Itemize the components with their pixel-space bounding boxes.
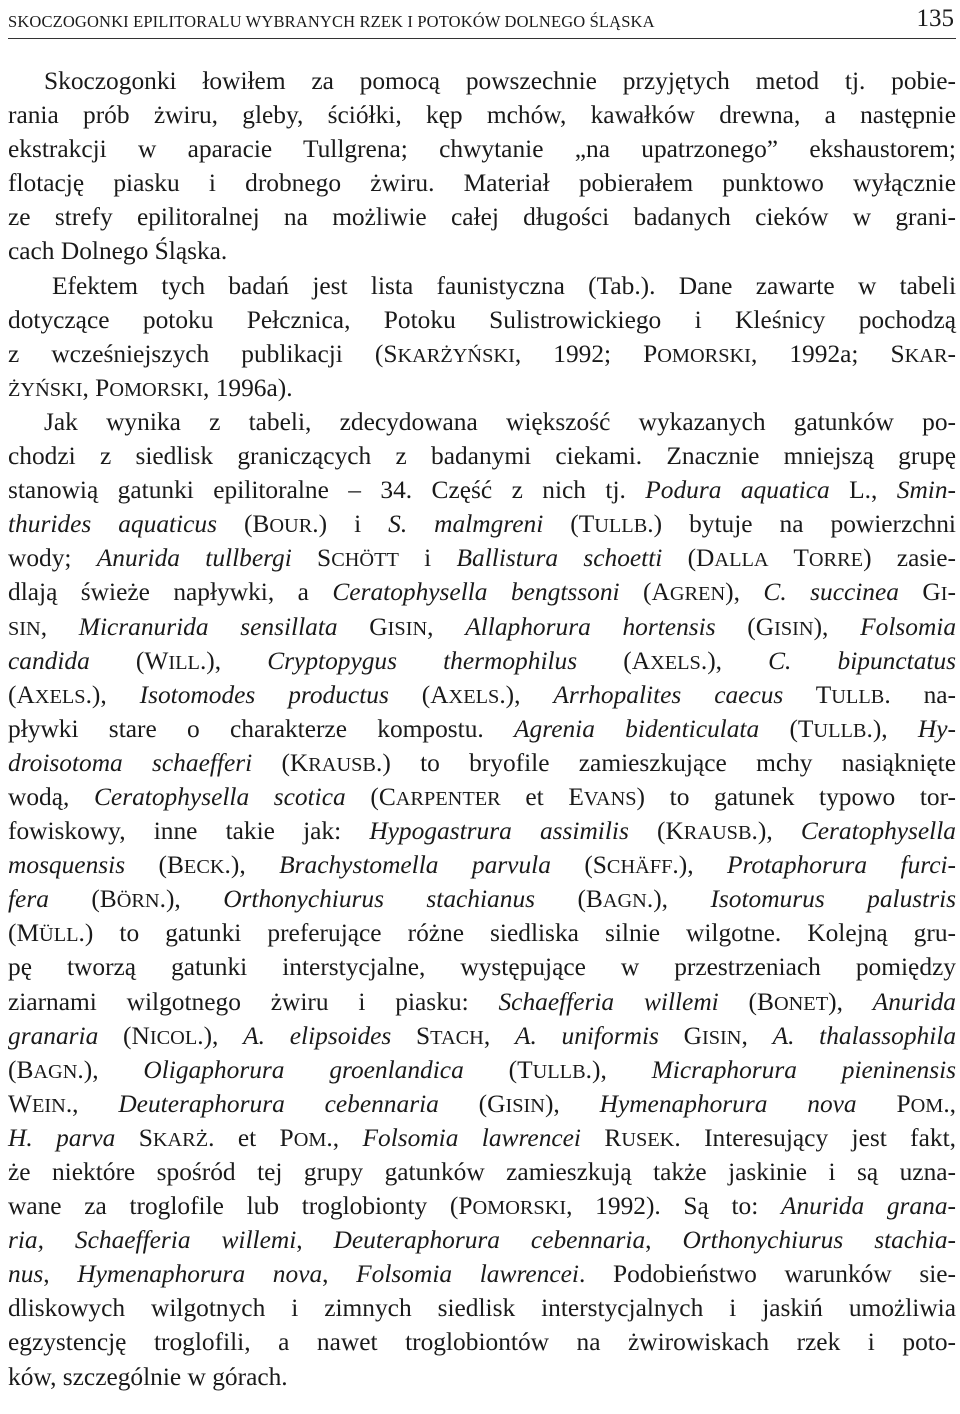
text-run: (B <box>125 851 184 880</box>
small-caps-run: RAUSB <box>683 822 752 845</box>
text-run: .), <box>224 851 280 880</box>
small-caps-run: VANS <box>583 787 637 810</box>
text-run: , 1992a; S <box>750 339 905 368</box>
italic-run: Ceratophysella <box>800 817 956 846</box>
text-line <box>8 1189 956 1223</box>
text-run: pę tworzą gatunki interstycjalne, występujące w przestrzeniach pomiędzy <box>8 953 956 982</box>
text-run: ., <box>943 1089 957 1118</box>
text-line <box>8 371 956 405</box>
small-caps-run: XELS <box>650 651 701 674</box>
small-caps-run: AGN <box>33 1060 78 1083</box>
text-line <box>8 1325 956 1359</box>
text-line <box>8 1087 956 1121</box>
paragraph <box>8 64 956 269</box>
italic-run: Brachystomella parvula <box>279 851 551 880</box>
small-caps-run: OMORSKI <box>109 378 203 401</box>
text-line <box>8 950 956 984</box>
text-run: S <box>383 339 398 368</box>
small-caps-run: ISIN <box>387 617 428 640</box>
text-run: dliskowych wilgotnych i zimnych siedlisk interstycjalnych i jaskiń umożliwia <box>8 1294 956 1323</box>
small-caps-run: ILL <box>168 651 200 674</box>
text-line <box>8 439 956 473</box>
text-line <box>8 1053 956 1087</box>
italic-run: Anurida <box>872 987 956 1016</box>
text-line <box>8 98 956 132</box>
text-line <box>8 541 956 575</box>
small-caps-run: EIN <box>31 1094 66 1117</box>
text-line <box>8 780 956 814</box>
text-run: .), <box>866 714 918 743</box>
text-run: .), <box>499 680 554 709</box>
small-caps-run: ŻYŃSKI <box>8 378 83 401</box>
italic-run: Hymenaphorura nova <box>77 1260 323 1289</box>
italic-run: Ballistura schoetti <box>456 544 663 573</box>
text-run: (B <box>535 885 603 914</box>
italic-run: Isotomodes productus <box>139 680 389 709</box>
italic-run: Oligaphorura groenlandica <box>143 1055 464 1084</box>
text-run: chodzi z siedlisk graniczących z badanymi ciekami. Znacznie mniejszą grupę <box>8 442 956 471</box>
italic-run: Folsomia <box>860 612 957 641</box>
text-line <box>8 132 956 166</box>
italic-run: Deuteraphorura cebennaria <box>118 1089 439 1118</box>
small-caps-run: ULLB <box>594 515 648 538</box>
italic-run: A. thalassophila <box>772 1021 957 1050</box>
paragraph <box>8 405 956 1394</box>
text-run: (A <box>619 578 670 607</box>
italic-run: droisotoma schaefferi <box>8 748 253 777</box>
text-run: ), <box>725 578 764 607</box>
text-line <box>8 1291 956 1325</box>
text-run: ziarnami wilgotnego żwiru i piasku: <box>8 987 499 1016</box>
text-run: stanowią gatunki epilitoralne – 34. Część z nich tj. <box>8 476 646 505</box>
text-run: .) bytuje na powierzchni <box>647 510 956 539</box>
text-run: , <box>483 1021 515 1050</box>
text-run: .), <box>751 817 801 846</box>
text-run: .) i <box>312 510 389 539</box>
text-line <box>8 712 956 746</box>
text-run: pływki stare o charakterze kompostu. <box>8 714 515 743</box>
small-caps-run: GREN <box>669 583 726 606</box>
text-run: , <box>322 1260 357 1289</box>
small-caps-run: ÖRN <box>116 890 160 913</box>
text-run: T <box>768 544 809 573</box>
text-run: , <box>296 1226 334 1255</box>
text-run: (T <box>759 714 814 743</box>
article-body <box>8 64 956 1394</box>
small-caps-run: XELS <box>448 685 500 708</box>
small-caps-run: ARPENTER <box>395 787 501 810</box>
text-line <box>8 234 956 268</box>
italic-run: A. elipsoides <box>243 1021 392 1050</box>
italic-run: Hypogastrura assimilis <box>369 817 629 846</box>
text-run: wane za troglofile lub troglobionty (P <box>8 1192 473 1221</box>
small-caps-run: ISIN <box>505 1094 545 1117</box>
text-run: i <box>398 544 457 573</box>
text-run: (B <box>718 987 774 1016</box>
text-line <box>8 985 956 1019</box>
small-caps-run: ICOL <box>149 1026 198 1049</box>
small-caps-run: RAUSB <box>308 753 376 776</box>
text-run: et E <box>500 782 584 811</box>
text-run: .) to gatunki preferujące różne siedliska silnie wilgotne. Kolejną gru- <box>78 919 956 948</box>
text-run: z wcześniejszych publikacji ( <box>8 339 384 368</box>
italic-run: S. malmgreni <box>388 510 544 539</box>
text-line <box>8 1257 956 1291</box>
text-run: T <box>783 680 832 709</box>
text-run: , 1992; P <box>514 339 658 368</box>
small-caps-run: ORRE <box>808 549 864 572</box>
italic-run: Folsomia lawrencei <box>362 1123 581 1152</box>
text-run: egzystencję troglofili, a nawet troglobiontów na żwirowiskach rzek i poto- <box>8 1328 956 1357</box>
italic-run: Micranurida sensillata <box>78 612 338 641</box>
text-run: .), <box>700 646 769 675</box>
italic-run: mosquensis <box>8 851 126 880</box>
text-line <box>8 507 956 541</box>
text-run: .), <box>85 680 140 709</box>
text-run: (D <box>662 544 715 573</box>
italic-run: Deuteraphorura cebennaria <box>333 1226 646 1255</box>
text-run: (G <box>438 1089 506 1118</box>
italic-run: Allaphorura hortensis <box>465 612 716 641</box>
italic-run: Ceratophysella bengtssoni <box>332 578 620 607</box>
italic-run: H. parva <box>8 1123 116 1152</box>
italic-run: Agrenia bidenticulata <box>514 714 760 743</box>
text-run: cach Dolnego Śląska. <box>8 237 228 266</box>
small-caps-run: OUR <box>269 515 313 538</box>
text-line <box>8 337 956 371</box>
text-run: że niektóre spośród tej grupy gatunków zamieszkują także jaskinie i są uzna- <box>8 1158 956 1186</box>
text-run: .), <box>585 1055 652 1084</box>
text-run: . Interesujący jest fakt, <box>674 1123 956 1152</box>
text-run: (W <box>89 646 169 675</box>
italic-run: thurides aquaticus <box>8 510 217 539</box>
paragraph <box>8 269 956 405</box>
small-caps-run: USEK <box>621 1128 675 1151</box>
text-run: rania prób żwiru, gleby, ściółki, kęp mchów, kawałków drewna, a następnie <box>8 101 956 130</box>
text-run: (G <box>715 612 775 641</box>
italic-run: Ceratophysella scotica <box>94 782 346 811</box>
text-run: (T <box>463 1055 533 1084</box>
small-caps-run: ISIN <box>774 617 814 640</box>
text-run: S <box>291 544 332 573</box>
italic-run: ria, Schaefferia willemi <box>8 1226 297 1255</box>
text-run: , <box>741 1021 773 1050</box>
small-caps-run: KAR <box>904 344 948 367</box>
text-line <box>8 882 956 916</box>
italic-run: Hymenaphorura nova <box>599 1089 857 1118</box>
text-run: (B <box>48 885 117 914</box>
text-run: , <box>645 1226 683 1255</box>
text-run: (A <box>8 680 35 709</box>
text-line <box>8 644 956 678</box>
text-run: , <box>40 612 79 641</box>
text-run: .), <box>197 1021 244 1050</box>
small-caps-run: ECK <box>183 856 225 879</box>
text-run: ., <box>65 1089 119 1118</box>
small-caps-run: ONET <box>773 992 829 1015</box>
text-line <box>8 678 956 712</box>
italic-run: Orthonychiurus stachianus <box>223 885 536 914</box>
text-run: - <box>947 578 956 607</box>
text-run: , P <box>82 373 110 402</box>
text-run: ), <box>813 612 861 641</box>
text-run: . et P <box>208 1123 294 1152</box>
text-run: (B <box>216 510 270 539</box>
text-run: ), <box>828 987 873 1016</box>
text-run: Efektem tych badań jest lista faunistyczna (Tab.). Dane zawarte w tabeli <box>52 271 956 300</box>
text-run: .), <box>77 1055 144 1084</box>
text-run: G <box>898 578 941 607</box>
text-run: fowiskowy, inne takie jak: <box>8 817 370 846</box>
text-line <box>8 200 956 234</box>
small-caps-run: CHÖTT <box>331 549 399 572</box>
text-line <box>8 269 956 303</box>
text-line <box>8 848 956 882</box>
text-line <box>8 166 956 200</box>
small-caps-run: ULLB <box>813 719 867 742</box>
text-line <box>8 1360 956 1394</box>
text-run: (K <box>628 817 684 846</box>
small-caps-run: KARŻYŃSKI <box>397 344 515 367</box>
italic-run: Cryptopygus thermophilus <box>267 646 578 675</box>
small-caps-run: OM <box>910 1094 944 1117</box>
text-run: (K <box>252 748 309 777</box>
text-line <box>8 473 956 507</box>
small-caps-run: ALLA <box>714 549 769 572</box>
text-run: P <box>856 1089 911 1118</box>
italic-run: granaria <box>8 1021 99 1050</box>
text-run: (B <box>8 1055 34 1084</box>
italic-run: Anurida tullbergi <box>96 544 292 573</box>
text-run: S <box>115 1123 153 1152</box>
text-run: , <box>427 612 466 641</box>
small-caps-run: OM <box>293 1128 327 1151</box>
text-run: .), <box>199 646 268 675</box>
text-run: (C <box>345 782 396 811</box>
text-run: (A <box>388 680 449 709</box>
text-run: (N <box>98 1021 150 1050</box>
text-run: Jak wynika z tabeli, zdecydowana większość wykazanych gatunków po- <box>44 407 956 436</box>
text-line <box>8 575 956 609</box>
small-caps-run: XELS <box>34 685 86 708</box>
italic-run: Orthonychiurus stachia- <box>682 1226 956 1255</box>
small-caps-run: I <box>940 583 948 606</box>
italic-run: Isotomurus palustris <box>710 885 957 914</box>
italic-run: Anurida grana- <box>780 1192 956 1221</box>
small-caps-run: KARŻ <box>152 1128 209 1151</box>
small-caps-run: SIN <box>8 617 41 640</box>
italic-run: nus <box>8 1260 44 1289</box>
text-line <box>8 303 956 337</box>
text-run: .) to bryofile zamieszkujące mchy nasiąknięte <box>375 748 956 777</box>
italic-run: Folsomia lawrencei <box>356 1260 579 1289</box>
text-run: .), <box>159 885 224 914</box>
text-run: R <box>580 1123 622 1152</box>
text-run: , <box>43 1260 78 1289</box>
text-line <box>8 814 956 848</box>
text-line <box>8 1155 956 1189</box>
text-line <box>8 1019 956 1053</box>
text-run: . Podobieństwo warunków sie- <box>578 1260 956 1289</box>
text-run: ) to gatunek typowo tor- <box>636 782 957 811</box>
text-line <box>8 1121 956 1155</box>
running-header <box>8 4 956 39</box>
italic-run: C. bipunctatus <box>768 646 957 675</box>
small-caps-run: AGN <box>602 890 647 913</box>
italic-run: Schaefferia willemi <box>498 987 719 1016</box>
text-run: .), <box>672 851 727 880</box>
text-run: ), <box>544 1089 600 1118</box>
text-run: G <box>337 612 388 641</box>
italic-run: Podura aquatica <box>645 476 830 505</box>
italic-run: Micraphorura pieninensis <box>651 1055 957 1084</box>
text-line <box>8 1223 956 1257</box>
text-run: .), <box>646 885 711 914</box>
text-run: (M <box>8 919 40 948</box>
text-line <box>8 746 956 780</box>
text-run: (S <box>550 851 607 880</box>
small-caps-run: OMORSKI <box>657 344 751 367</box>
page-number: 135 <box>916 5 954 32</box>
text-line <box>8 405 956 439</box>
text-run: wodą, <box>8 782 94 811</box>
text-run: flotację piasku i drobnego żwiru. Materiał pobierałem punktowo wyłącznie <box>8 169 956 198</box>
text-run: G <box>658 1021 702 1050</box>
italic-run: Protaphorura furci- <box>726 851 956 880</box>
text-run: dotyczące potoku Pełcznica, Potoku Sulistrowickiego i Kleśnicy pochodzą <box>8 305 956 334</box>
italic-run: C. succinea <box>763 578 899 607</box>
text-run: , 1996a). <box>203 373 293 402</box>
small-caps-run: OMORSKI <box>472 1197 567 1220</box>
text-line <box>8 64 956 98</box>
text-run: ) zasie- <box>863 544 957 573</box>
italic-run: fera <box>8 885 49 914</box>
small-caps-run: TACH <box>430 1026 484 1049</box>
text-run: (T <box>543 510 595 539</box>
running-title: SKOCZOGONKI EPILITORALU WYBRANYCH RZEK I POTOKÓW DOLNEGO ŚLĄSKA <box>8 12 655 31</box>
small-caps-run: ÜLL <box>39 924 79 947</box>
italic-run: Arrhopalites caecus <box>553 680 784 709</box>
text-run: - <box>947 339 956 368</box>
italic-run: Hy- <box>917 714 956 743</box>
text-line <box>8 916 956 950</box>
small-caps-run: ISIN <box>701 1026 742 1049</box>
text-run: Skoczogonki łowiłem za pomocą powszechnie przyjętych metod tj. pobie- <box>44 67 956 95</box>
text-run: ze strefy epilitoralnej na możliwie całej długości badanych cieków w grani- <box>8 203 956 232</box>
text-run: L., <box>829 476 897 505</box>
text-run: ., <box>326 1123 363 1152</box>
text-run: . na- <box>884 680 956 709</box>
small-caps-run: ULLB <box>532 1060 586 1083</box>
italic-run: Smin- <box>896 476 957 505</box>
text-run: dlają świeże napływki, a <box>8 578 333 607</box>
italic-run: A. uniformis <box>514 1021 659 1050</box>
text-run: wody; <box>8 544 97 573</box>
small-caps-run: ULLB <box>831 685 885 708</box>
text-run: ków, szczególnie w górach. <box>8 1362 288 1391</box>
text-line <box>8 610 956 644</box>
text-run: ekstrakcji w aparacie Tullgrena; chwytanie „na upatrzonego” ekshaustorem; <box>8 135 956 164</box>
text-run: , 1992). Są to: <box>566 1192 781 1221</box>
text-run: (A <box>577 646 651 675</box>
text-run: W <box>8 1089 32 1118</box>
text-run: S <box>391 1021 431 1050</box>
italic-run: candida <box>8 646 90 675</box>
small-caps-run: CHÄFF <box>606 856 673 879</box>
